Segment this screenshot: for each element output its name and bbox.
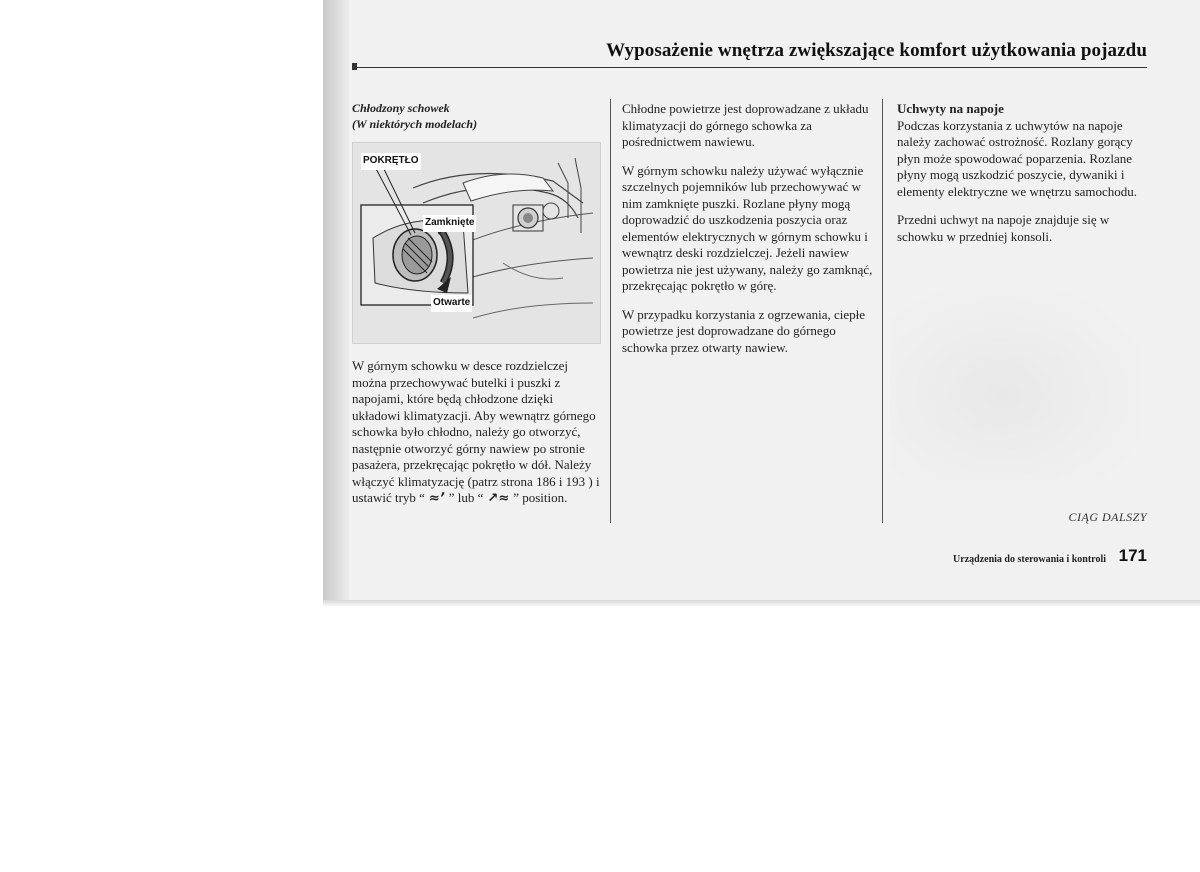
page-bottom-edge — [323, 600, 1200, 606]
paragraph-air-supply: Chłodne powietrze jest doprowadzane z układu klimatyzacji do górnego schowka za pośrednictwem nawiewu. — [622, 101, 869, 149]
column-divider-1 — [610, 99, 611, 523]
footer-section-title: Urządzenia do sterowania i kontroli — [953, 554, 1106, 565]
paragraph-front-cup-holder: Przedni uchwyt na napoje znajduje się w schowku w przedniej konsoli. — [897, 212, 1110, 244]
continued-marker: CIĄG DALSZY — [1068, 510, 1147, 524]
paragraph-cup-holder-warning: Podczas korzystania z uchwytów na napoje należy zachować ostrożność. Rozlany gorący płyn może spowodować poparzenia. Rozlane płyny mogą uszkodzić poszycie, dywaniki i elementy elektryczne we wnętrzu samochodu. — [897, 117, 1138, 199]
page-title: Wyposażenie wnętrza zwiększające komfort użytkowania pojazdu — [606, 40, 1147, 61]
dashboard-drawing — [353, 143, 600, 343]
floor-mode-icon: ≈ʼ — [428, 491, 445, 506]
page-binding-shadow — [323, 0, 349, 604]
section-title-line2: (W niektórych modelach) — [352, 116, 478, 131]
figure-label-closed: Zamknięte — [423, 215, 476, 232]
column-cup-holders — [897, 101, 1152, 257]
paragraph-text-3: ” position. — [513, 490, 568, 505]
figure-label-knob: POKRĘTŁO — [361, 153, 421, 170]
section-title-line1: Chłodzony schowek — [352, 101, 450, 115]
column-divider-2 — [882, 99, 883, 523]
paragraph-text-1: W górnym schowku w desce rozdzielczej można przechowywać butelki i puszki z napojami, które będą chłodzone dzięki układowi klimatyzacji. Aby wewnątrz górnego schowka było chłodno, należy go otworzyć, następnie otworzyć górny nawiew po stronie pasażera, przekręcając pokrętło w dół. Należy włączyć klimatyzację (patrz strona 186 i 193 ) i ustawić tryb “ — [352, 358, 600, 505]
bleed-through-image — [890, 290, 1140, 480]
dashboard-knob-illustration — [352, 142, 601, 344]
figure-label-open: Otwarte — [431, 295, 472, 312]
paragraph-heating: W przypadku korzystania z ogrzewania, ciepłe powietrze jest doprowadzane do górnego schowka przez otwarty nawiew. — [622, 306, 866, 355]
bilevel-mode-icon: ↗≈ — [487, 491, 510, 506]
page-number: 171 — [1118, 546, 1147, 565]
header-rule — [352, 67, 1147, 68]
paragraph-text-2: ” lub “ — [448, 490, 484, 505]
paragraph-containers: W górnym schowku należy używać wyłącznie szczelnych pojemników lub przechowywać w nim zamknięte puszki. Rozlane płyny mogą doprowadzić do uszkodzenia poszycia oraz elementów elektrycznych w górnym schowku i wewnątrz deski rozdzielczej. Jeżeli nawiew powietrza nie jest używany, należy go zamknąć, przekręcając pokrętło w górę. — [622, 162, 873, 293]
cooled-compartment-paragraph — [352, 358, 602, 508]
column-cooled-compartment — [352, 101, 602, 520]
column-air-supply — [622, 101, 877, 368]
cup-holders-heading: Uchwyty na napoje — [897, 101, 1004, 116]
